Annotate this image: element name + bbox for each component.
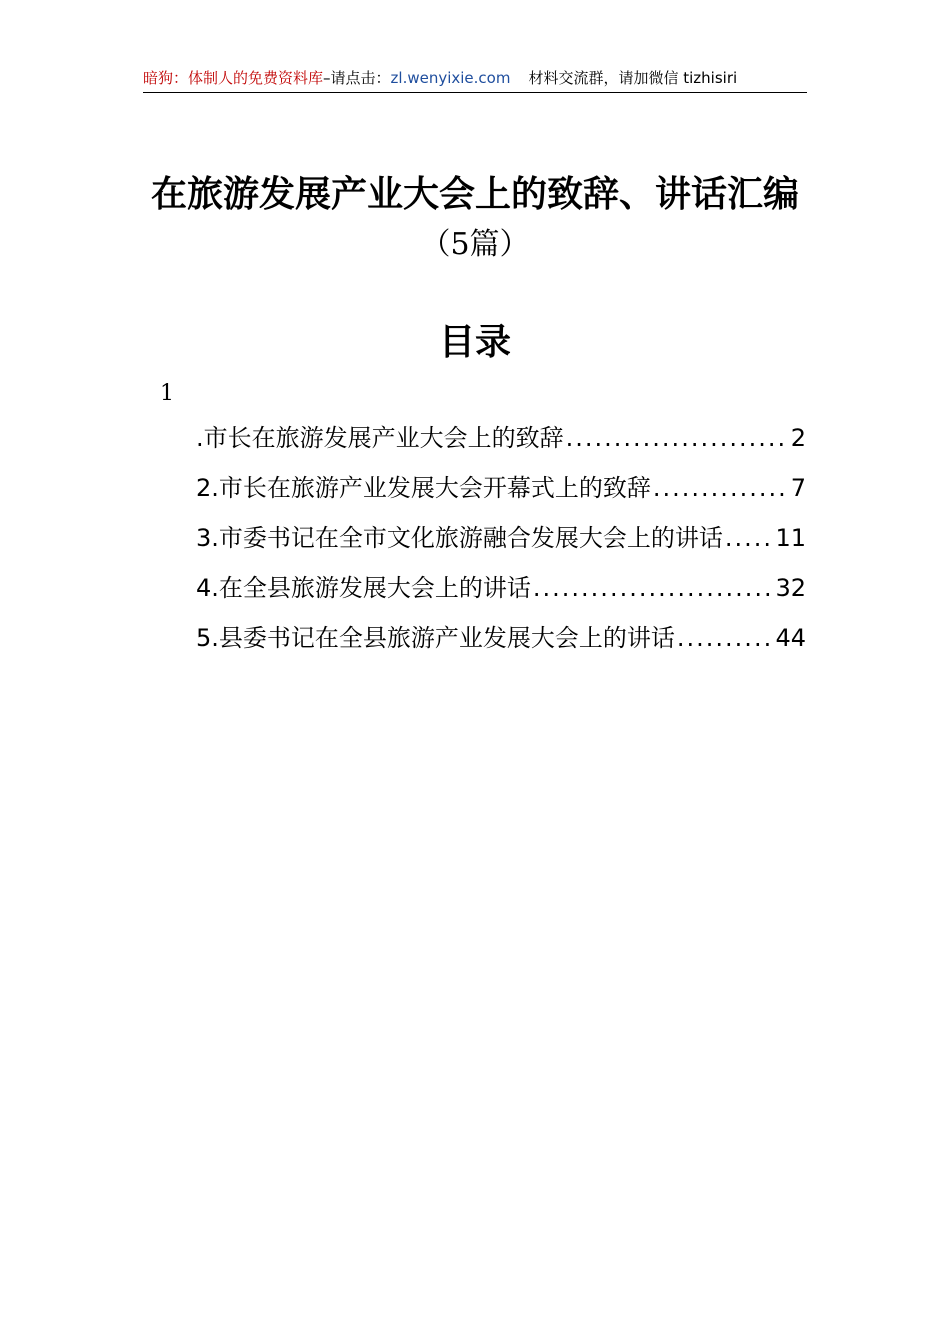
toc-entry[interactable]	[196, 470, 806, 520]
toc-entry[interactable]	[196, 570, 806, 620]
toc-entry-page: 2	[790, 424, 806, 452]
stray-number: 1	[160, 381, 174, 406]
document-subtitle: （5篇）	[420, 227, 530, 262]
toc-entry-label: .市长在旅游发展产业大会上的致辞	[196, 424, 564, 452]
toc-leader-dots	[566, 420, 789, 456]
toc-entry-page: 7	[790, 474, 806, 502]
toc-entry-page: 44	[775, 624, 806, 652]
page-header	[143, 64, 807, 93]
toc-entry-label: 4.在全县旅游发展大会上的讲话	[196, 574, 531, 602]
toc-heading: 目录	[438, 321, 511, 363]
toc-leader-dots	[533, 570, 774, 606]
toc-entry[interactable]	[196, 420, 806, 470]
toc-entry-page: 32	[775, 574, 806, 602]
toc-entry-label: 5.县委书记在全县旅游产业发展大会上的讲话	[196, 624, 675, 652]
header-contact: 材料交流群，请加微信 tizhisiri	[528, 69, 738, 87]
table-of-contents	[196, 420, 806, 670]
toc-leader-dots	[653, 470, 789, 506]
document-title: 在旅游发展产业大会上的致辞、讲话汇编	[150, 173, 799, 215]
toc-entry-label: 3.市委书记在全市文化旅游融合发展大会上的讲话	[196, 524, 723, 552]
toc-leader-dots	[725, 520, 774, 556]
header-click-text: –请点击：	[323, 69, 391, 87]
header-brand: 暗狗：体制人的免费资料库	[143, 69, 324, 87]
toc-entry-page: 11	[775, 524, 806, 552]
toc-entry[interactable]	[196, 620, 806, 670]
toc-entry[interactable]	[196, 520, 806, 570]
header-url-link[interactable]: zl.wenyixie.com	[390, 69, 511, 87]
toc-entry-label: 2.市长在旅游产业发展大会开幕式上的致辞	[196, 474, 651, 502]
toc-leader-dots	[677, 620, 774, 656]
